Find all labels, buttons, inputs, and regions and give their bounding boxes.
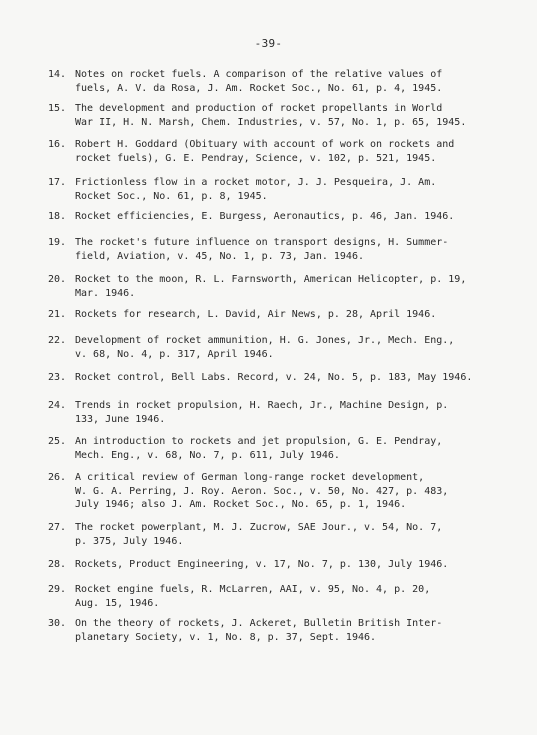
entry-citation: The development and production of rocket propellants in World War II, H. N. Marsh, Chem. Industries, v. 57, No. 1, p. 65, 1945. bbox=[75, 103, 467, 128]
entry-citation: Rocket to the moon, R. L. Farnsworth, American Helicopter, p. 19, Mar. 1946. bbox=[75, 274, 467, 299]
list-item bbox=[48, 210, 526, 224]
list-item bbox=[48, 435, 526, 462]
list-item bbox=[48, 176, 526, 203]
entry-number: 17. bbox=[48, 177, 67, 188]
list-item bbox=[48, 68, 526, 95]
entry-citation: Rocket control, Bell Labs. Record, v. 24, No. 5, p. 183, May 1946. bbox=[75, 372, 473, 383]
entry-number: 26. bbox=[48, 472, 67, 483]
list-item bbox=[48, 583, 526, 610]
list-item bbox=[48, 236, 526, 263]
entry-number: 18. bbox=[48, 211, 67, 222]
list-item bbox=[48, 371, 526, 385]
entry-number: 21. bbox=[48, 309, 67, 320]
list-item bbox=[48, 558, 526, 572]
entry-number: 27. bbox=[48, 522, 67, 533]
entry-number: 30. bbox=[48, 618, 67, 629]
page-number: -39- bbox=[254, 37, 283, 50]
entry-citation: Development of rocket ammunition, H. G. Jones, Jr., Mech. Eng., v. 68, No. 4, p. 317, April 1946. bbox=[75, 335, 455, 360]
entry-citation: Notes on rocket fuels. A comparison of the relative values of fuels, A. V. da Rosa, J. Am. Rocket Soc., No. 61, p. 4, 1945. bbox=[75, 69, 443, 94]
entry-number: 14. bbox=[48, 69, 67, 80]
entry-citation: An introduction to rockets and jet propulsion, G. E. Pendray, Mech. Eng., v. 68, No. 7, p. 611, July 1946. bbox=[75, 436, 443, 461]
list-item bbox=[48, 334, 526, 361]
entry-number: 22. bbox=[48, 335, 67, 346]
entry-citation: Frictionless flow in a rocket motor, J. J. Pesqueira, J. Am. Rocket Soc., No. 61, p. 8, 1945. bbox=[75, 177, 437, 202]
entry-number: 19. bbox=[48, 237, 67, 248]
entry-number: 16. bbox=[48, 139, 67, 150]
entry-number: 23. bbox=[48, 372, 67, 383]
entry-number: 15. bbox=[48, 103, 67, 114]
entry-citation: Rocket efficiencies, E. Burgess, Aeronautics, p. 46, Jan. 1946. bbox=[75, 211, 455, 222]
list-item bbox=[48, 308, 526, 322]
entry-number: 28. bbox=[48, 559, 67, 570]
list-item bbox=[48, 521, 526, 548]
entry-citation: Robert H. Goddard (Obituary with account of work on rockets and rocket fuels), G. E. Pendray, Science, v. 102, p. 521, 1945. bbox=[75, 139, 455, 164]
entry-number: 20. bbox=[48, 274, 67, 285]
list-item bbox=[48, 471, 526, 512]
entry-citation: On the theory of rockets, J. Ackeret, Bulletin British Inter- planetary Society, v. 1, No. 8, p. 37, Sept. 1946. bbox=[75, 618, 443, 643]
entry-citation: The rocket powerplant, M. J. Zucrow, SAE Jour., v. 54, No. 7, p. 375, July 1946. bbox=[75, 522, 443, 547]
entry-number: 29. bbox=[48, 584, 67, 595]
entry-citation: Trends in rocket propulsion, H. Raech, Jr., Machine Design, p. 133, June 1946. bbox=[75, 400, 449, 425]
list-item bbox=[48, 273, 526, 300]
list-item bbox=[48, 399, 526, 426]
entry-citation: Rocket engine fuels, R. McLarren, AAI, v. 95, No. 4, p. 20, Aug. 15, 1946. bbox=[75, 584, 431, 609]
entry-citation: The rocket's future influence on transport designs, H. Summer- field, Aviation, v. 45, No. 1, p. 73, Jan. 1946. bbox=[75, 237, 449, 262]
list-item bbox=[48, 617, 526, 644]
entry-citation: Rockets for research, L. David, Air News, p. 28, April 1946. bbox=[75, 309, 437, 320]
entry-number: 24. bbox=[48, 400, 67, 411]
entry-number: 25. bbox=[48, 436, 67, 447]
entry-citation: Rockets, Product Engineering, v. 17, No. 7, p. 130, July 1946. bbox=[75, 559, 449, 570]
entry-citation: A critical review of German long-range rocket development, W. G. A. Perring, J. Roy. Aeron. Soc., v. 50, No. 427, p. 483, July 1946; also J. Am. Rocket Soc., No. 65, p. 1, 1946. bbox=[75, 472, 449, 510]
list-item bbox=[48, 138, 526, 165]
list-item bbox=[48, 102, 526, 129]
